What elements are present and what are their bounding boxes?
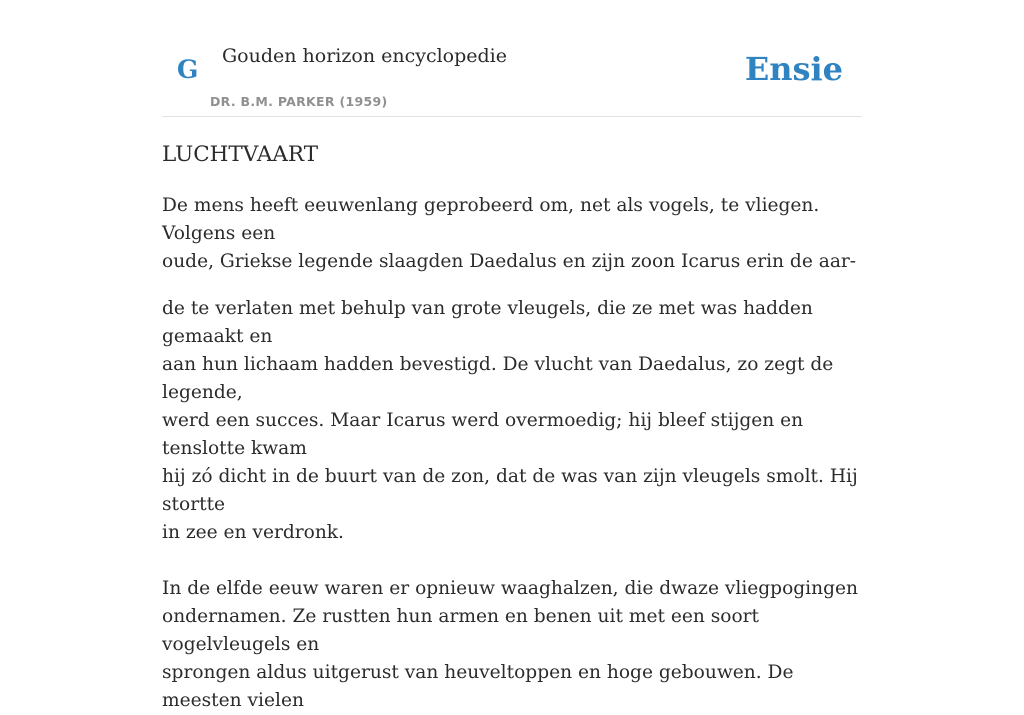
source-logo[interactable]: G: [177, 55, 199, 84]
entry-title: LUCHTVAART: [162, 142, 319, 167]
entry-paragraph: In de elfde eeuw waren er opnieuw waaghalzen, die dwaze vliegpogingen ondernamen. Ze rustten hun armen en benen uit met een soort vogelvleugels en sprongen aldus uitgerust van heuveltoppen en hoge gebouwen. De meesten vielen: [162, 578, 858, 711]
entry-paragraph: De mens heeft eeuwenlang geprobeerd om, net als vogels, te vliegen. Volgens een oude, Griekse legende slaagden Daedalus en zijn zoon Icarus erin de aar-: [162, 195, 857, 272]
site-header: [162, 0, 862, 117]
source-title[interactable]: Gouden horizon encyclopedie: [222, 45, 507, 67]
entry-paragraph: de te verlaten met behulp van grote vleugels, die ze met was hadden gemaakt en aan hun lichaam hadden bevestigd. De vlucht van Daedalus, zo zegt de legende, werd een succes. Maar Icarus werd overmoedig; hij bleef stijgen en tenslotte kwam hij zó dicht in de buurt van de zon, dat de was van zijn vleugels smolt. Hij stortte in zee en verdronk.: [162, 298, 858, 543]
ensie-logo[interactable]: Ensie: [744, 50, 843, 88]
entry-content: [162, 136, 862, 715]
source-author: DR. B.M. PARKER (1959): [210, 94, 388, 109]
